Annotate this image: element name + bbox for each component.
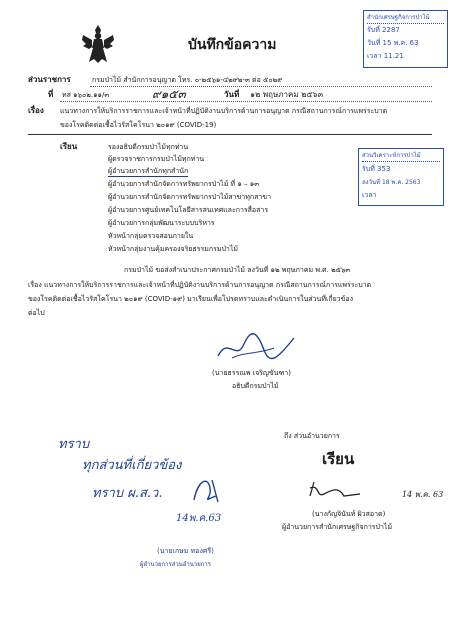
subject-line-2: ของโรคติดต่อเชื้อไวรัสโคโรนา ๒๐๑๙ (COVID-19) (60, 121, 217, 129)
receipt-stamp (363, 10, 448, 68)
signatory-position: อธิบดีกรมป่าไม้ (232, 382, 279, 390)
signatory-name: (นายธรรณพ เจริญขันฑา) (212, 369, 291, 377)
division-stamp-office: ส่วนวิเคราะห์การป่าไม้ (362, 152, 421, 159)
recipient-item: ผู้อำนวยการสำนักจัดการทรัพยากรป่าไม้สาขาทุกสาขา (108, 193, 272, 201)
handwritten-date: 14พ.ค.63 (176, 513, 222, 524)
routing-position: ผู้อำนวยการสำนักเศรษฐกิจการป่าไม้ (282, 523, 393, 531)
division-stamp-date: ลงวันที่ 18 พ.ค. 2563 (362, 179, 421, 186)
routing-date-note: 14 พ.ค. 63 (402, 490, 444, 499)
handwritten-note-3: ทราบ ผ.ส.ว. (92, 486, 163, 501)
recipient-item: รองอธิบดีกรมป่าไม้ทุกท่าน (108, 143, 189, 151)
salutation-label: เรียน (60, 142, 78, 151)
date-label: วันที่ (224, 90, 240, 99)
division-stamp-time: เวลา (362, 191, 377, 199)
handwritten-note-1: ทราบ (58, 437, 90, 452)
recipient-item: ผู้อำนวยการศูนย์เทคโนโลยีสารสนเทศและการสื่อสาร (108, 206, 269, 214)
division-head-position: ผู้อำนวยการส่วนอำนวยการ (140, 561, 212, 568)
document-title: บันทึกข้อความ (188, 37, 277, 53)
recipient-item: ผู้ตรวจราชการกรมป่าไม้ทุกท่าน (108, 155, 205, 163)
recipient-item: ผู้อำนวยการสำนักทุกสำนัก (108, 167, 189, 175)
recipient-item: ผู้อำนวยการกลุ่มพัฒนาระบบบริหาร (108, 219, 215, 227)
subject-line-1: แนวทางการให้บริการราชการและเจ้าหน้าที่ปฏิบัติงานบริการด้านการอนุญาต กรณีสถานการณ์การแพร่ระบาด (60, 107, 388, 115)
subject-label: เรื่อง (28, 106, 44, 115)
receipt-stamp-number: รับที่ 2287 (367, 26, 400, 34)
recipient-item: ผู้อำนวยการสำนักจัดการทรัพยากรป่าไม้ ที่ ๑ – ๑๓ (108, 180, 259, 188)
division-stamp-number: รับที่ 353 (362, 165, 391, 173)
ref-value: ทส ๑๖๐๒.๑๑/๓ (62, 91, 110, 99)
garuda-emblem-icon (81, 24, 115, 64)
recipient-item: หัวหน้ากลุ่มงานคุ้มครองจริยธรรมกรมป่าไม้ (108, 245, 239, 253)
routing-name: (นางกัญจินันท์ ผิวสอาด) (312, 510, 386, 518)
routing-salutation: เรียน (322, 450, 355, 468)
body-line-2: เรื่อง แนวทางการให้บริการราชการและเจ้าหน้าที่ปฏิบัติงานบริการด้านการอนุญาต กรณีสถานการณ์การแพร่ระบาด (28, 281, 372, 289)
recipient-item: หัวหน้ากลุ่มตรวจสอบภายใน (108, 232, 194, 240)
director-signature (214, 328, 298, 366)
routing-to-line: ถึง ส่วนอำนวยการ (284, 432, 340, 440)
routing-signature (304, 474, 364, 504)
agency-value: กรมป่าไม้ สำนักการอนุญาต โทร. ๐-๒๕๖๑-๔๒๙๒-๓ ต่อ ๕๐๒๙ (92, 76, 283, 84)
receipt-stamp-office: สำนักเศรษฐกิจการป่าไม้ (367, 14, 430, 21)
agency-label: ส่วนราชการ (28, 75, 71, 84)
date-value: ๑๒ พฤษภาคม ๒๕๖๓ (250, 90, 324, 99)
ref-label: ที่ (48, 90, 54, 99)
division-head-name: (นายเกษม ทองศรี) (157, 547, 214, 555)
ref-number: ๙๑๕๓ (152, 87, 186, 101)
handwritten-signature (188, 474, 224, 506)
body-line-4: ต่อไป (28, 309, 45, 317)
receipt-stamp-date: วันที่ 15 พ.ค. 63 (367, 39, 419, 47)
receipt-stamp-time: เวลา 11.21 (367, 52, 404, 60)
body-line-1: กรมป่าไม้ ขอส่งสำเนาประกาศกรมป่าไม้ ลงวันที่ ๑๒ พฤษภาคม พ.ศ. ๒๕๖๓ (124, 266, 351, 274)
handwritten-note-2: ทุกส่วนที่เกี่ยวข้อง (82, 458, 182, 473)
division-receipt-stamp (358, 148, 444, 206)
body-line-3: ของโรคติดต่อเชื้อไวรัสโคโรนา ๒๐๑๙ (COVID-๑๙) มาเรียนเพื่อโปรดทราบและดำเนินการในส่วนที่เกี่ยวข้อง (28, 295, 354, 303)
